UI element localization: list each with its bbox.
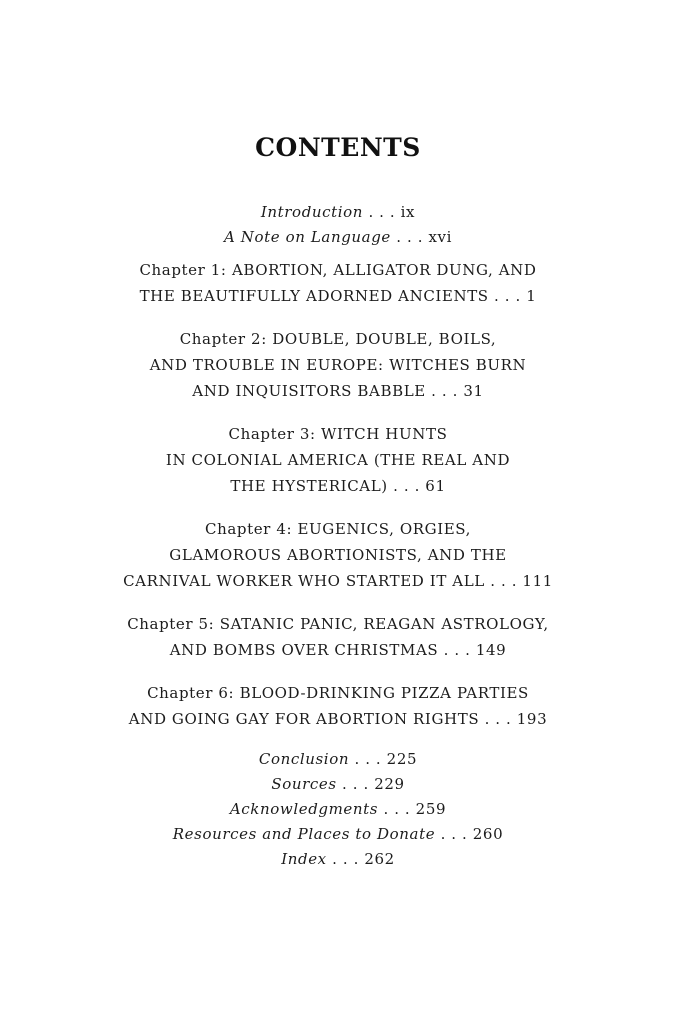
toc-entry-page: . . . 259: [378, 800, 447, 818]
toc-entry-page: . . . 262: [326, 850, 395, 868]
back-matter-list: [0, 747, 676, 872]
toc-chapter-6[interactable]: [0, 680, 676, 732]
toc-chapter-line: Chapter 6: BLOOD-DRINKING PIZZA PARTIES: [147, 684, 529, 702]
toc-entry-acknowledgments[interactable]: [0, 797, 676, 822]
toc-entry-title: Resources and Places to Donate: [172, 825, 436, 843]
toc-chapter-line: Chapter 2: DOUBLE, DOUBLE, BOILS,: [179, 330, 497, 348]
toc-chapter-3[interactable]: [0, 421, 676, 499]
toc-chapter-line: Chapter 3: WITCH HUNTS: [228, 425, 448, 443]
toc-chapter-2[interactable]: [0, 326, 676, 404]
toc-entry-title: Index: [281, 850, 327, 868]
toc-chapter-line: THE BEAUTIFULLY ADORNED ANCIENTS . . . 1: [139, 287, 537, 305]
front-matter-list: [0, 200, 676, 250]
toc-chapter-line: IN COLONIAL AMERICA (THE REAL AND: [165, 451, 511, 469]
toc-chapter-line: Chapter 4: EUGENICS, ORGIES,: [205, 520, 471, 538]
toc-entry-page: . . . 229: [336, 775, 405, 793]
toc-entry-note-on-language[interactable]: [0, 225, 676, 250]
toc-chapter-4[interactable]: [0, 516, 676, 594]
page-title: CONTENTS: [255, 133, 421, 162]
toc-entry-title: Sources: [271, 775, 337, 793]
toc-entry-resources[interactable]: [0, 822, 676, 847]
toc-entry-page: . . . xvi: [390, 228, 453, 246]
toc-entry-title: Acknowledgments: [229, 800, 379, 818]
toc-entry-conclusion[interactable]: [0, 747, 676, 772]
toc-entry-index[interactable]: [0, 847, 676, 872]
toc-entry-sources[interactable]: [0, 772, 676, 797]
toc-entry-title: Introduction: [260, 203, 364, 221]
toc-entry-introduction[interactable]: [0, 200, 676, 225]
toc-chapter-line: AND GOING GAY FOR ABORTION RIGHTS . . . 193: [128, 710, 548, 728]
toc-chapter-line: AND BOMBS OVER CHRISTMAS . . . 149: [169, 641, 507, 659]
toc-entry-title: Conclusion: [258, 750, 350, 768]
toc-chapter-line: GLAMOROUS ABORTIONISTS, AND THE: [169, 546, 507, 564]
toc-chapter-line: Chapter 1: ABORTION, ALLIGATOR DUNG, AND: [139, 261, 537, 279]
toc-entry-page: . . . 225: [349, 750, 418, 768]
toc-chapter-line: Chapter 5: SATANIC PANIC, REAGAN ASTROLOGY,: [127, 615, 549, 633]
toc-chapter-line: AND INQUISITORS BABBLE . . . 31: [192, 382, 484, 400]
toc-chapter-line: THE HYSTERICAL) . . . 61: [230, 477, 446, 495]
toc-chapter-1[interactable]: [0, 257, 676, 309]
toc-entry-page: . . . 260: [435, 825, 504, 843]
toc-entry-page: . . . ix: [363, 203, 416, 221]
toc-chapter-line: AND TROUBLE IN EUROPE: WITCHES BURN: [149, 356, 527, 374]
toc-entry-title: A Note on Language: [223, 228, 391, 246]
toc-chapter-line: CARNIVAL WORKER WHO STARTED IT ALL . . . 111: [123, 572, 553, 590]
table-of-contents: [0, 200, 676, 872]
toc-chapter-5[interactable]: [0, 611, 676, 663]
